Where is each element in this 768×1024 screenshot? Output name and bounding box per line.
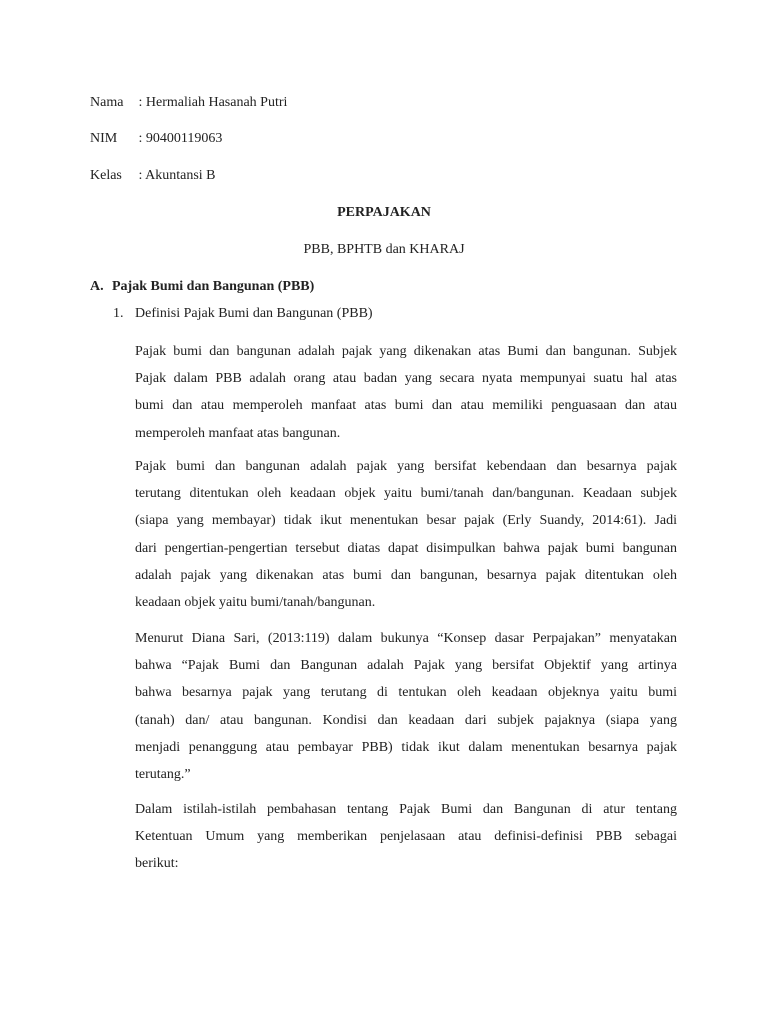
list-item-1-number: 1. <box>113 306 124 321</box>
paragraph-3 <box>135 625 677 788</box>
paragraph-line: adalah pajak yang dikenakan atas bumi dan bangunan, besarnya pajak ditentukan oleh <box>135 567 677 583</box>
list-item-1-label: Definisi Pajak Bumi dan Bangunan (PBB) <box>135 306 373 321</box>
paragraph-line: memperoleh manfaat atas bangunan. <box>135 425 341 441</box>
paragraph-line: Dalam istilah-istilah pembahasan tentang Pajak Bumi dan Bangunan di atur tentang <box>135 802 677 817</box>
section-a-heading <box>90 277 314 297</box>
paragraph-line: berikut: <box>135 856 179 872</box>
name-value: : Hermaliah Hasanah Putri <box>138 95 288 110</box>
paragraph-4 <box>135 796 677 878</box>
name-label: Nama <box>90 95 124 110</box>
paragraph-2 <box>135 453 677 616</box>
paragraph-line: terutang.” <box>135 767 191 783</box>
paragraph-line: dari pengertian-pengertian tersebut diatas dapat disimpulkan bahwa pajak bumi bangunan <box>135 540 677 556</box>
paragraph-line: bahwa besarnya pajak yang terutang di tentukan oleh keadaan objeknya yaitu bumi <box>135 685 677 701</box>
name-row <box>90 93 287 113</box>
kelas-value: : Akuntansi B <box>138 168 216 183</box>
nim-row <box>90 129 222 149</box>
paragraph-1 <box>135 338 677 447</box>
paragraph-line: Pajak bumi dan bangunan adalah pajak yang bersifat kebendaan dan besarnya pajak <box>135 459 677 474</box>
nim-value: : 90400119063 <box>138 131 223 146</box>
kelas-row <box>90 166 216 186</box>
paragraph-line: Ketentuan Umum yang memberikan penjelasaan atau definisi-definisi PBB sebagai <box>135 829 677 845</box>
paragraph-line: bahwa “Pajak Bumi dan Bangunan adalah Pajak yang bersifat Objektif yang artinya <box>135 658 677 674</box>
paragraph-line: Menurut Diana Sari, (2013:119) dalam bukunya “Konsep dasar Perpajakan” menyatakan <box>135 631 677 646</box>
nim-label: NIM <box>90 131 118 146</box>
paragraph-line: terutang ditentukan oleh keadaan objek yaitu bumi/tanah dan/bangunan. Keadaan subjek <box>135 486 677 502</box>
paragraph-line: Pajak bumi dan bangunan adalah pajak yang dikenakan atas Bumi dan bangunan. Subjek <box>135 344 677 359</box>
paragraph-line: Pajak dalam PBB adalah orang atau badan yang secara nyata mempunyai suatu hal atas <box>135 371 677 387</box>
paragraph-line: menjadi penanggung atau pembayar PBB) tidak ikut dalam menentukan besarnya pajak <box>135 739 677 755</box>
paragraph-line: keadaan objek yaitu bumi/tanah/bangunan. <box>135 595 376 611</box>
paragraph-line: bumi dan atau memperoleh manfaat atas bumi dan atau memiliki penguasaan dan atau <box>135 398 677 414</box>
document-title: PERPAJAKAN <box>337 205 431 220</box>
list-item-1 <box>113 304 373 324</box>
section-a-title: Pajak Bumi dan Bangunan (PBB) <box>112 279 315 294</box>
kelas-label: Kelas <box>90 168 122 183</box>
paragraph-line: (siapa yang membayar) tidak ikut menentukan besar pajak (Erly Suandy, 2014:61). Jadi <box>135 513 677 529</box>
paragraph-line: (tanah) dan/ atau bangunan. Kondisi dan keadaan dari subjek pajaknya (siapa yang <box>135 712 677 728</box>
section-a-letter: A. <box>90 279 104 294</box>
document-subtitle: PBB, BPHTB dan KHARAJ <box>303 242 465 257</box>
